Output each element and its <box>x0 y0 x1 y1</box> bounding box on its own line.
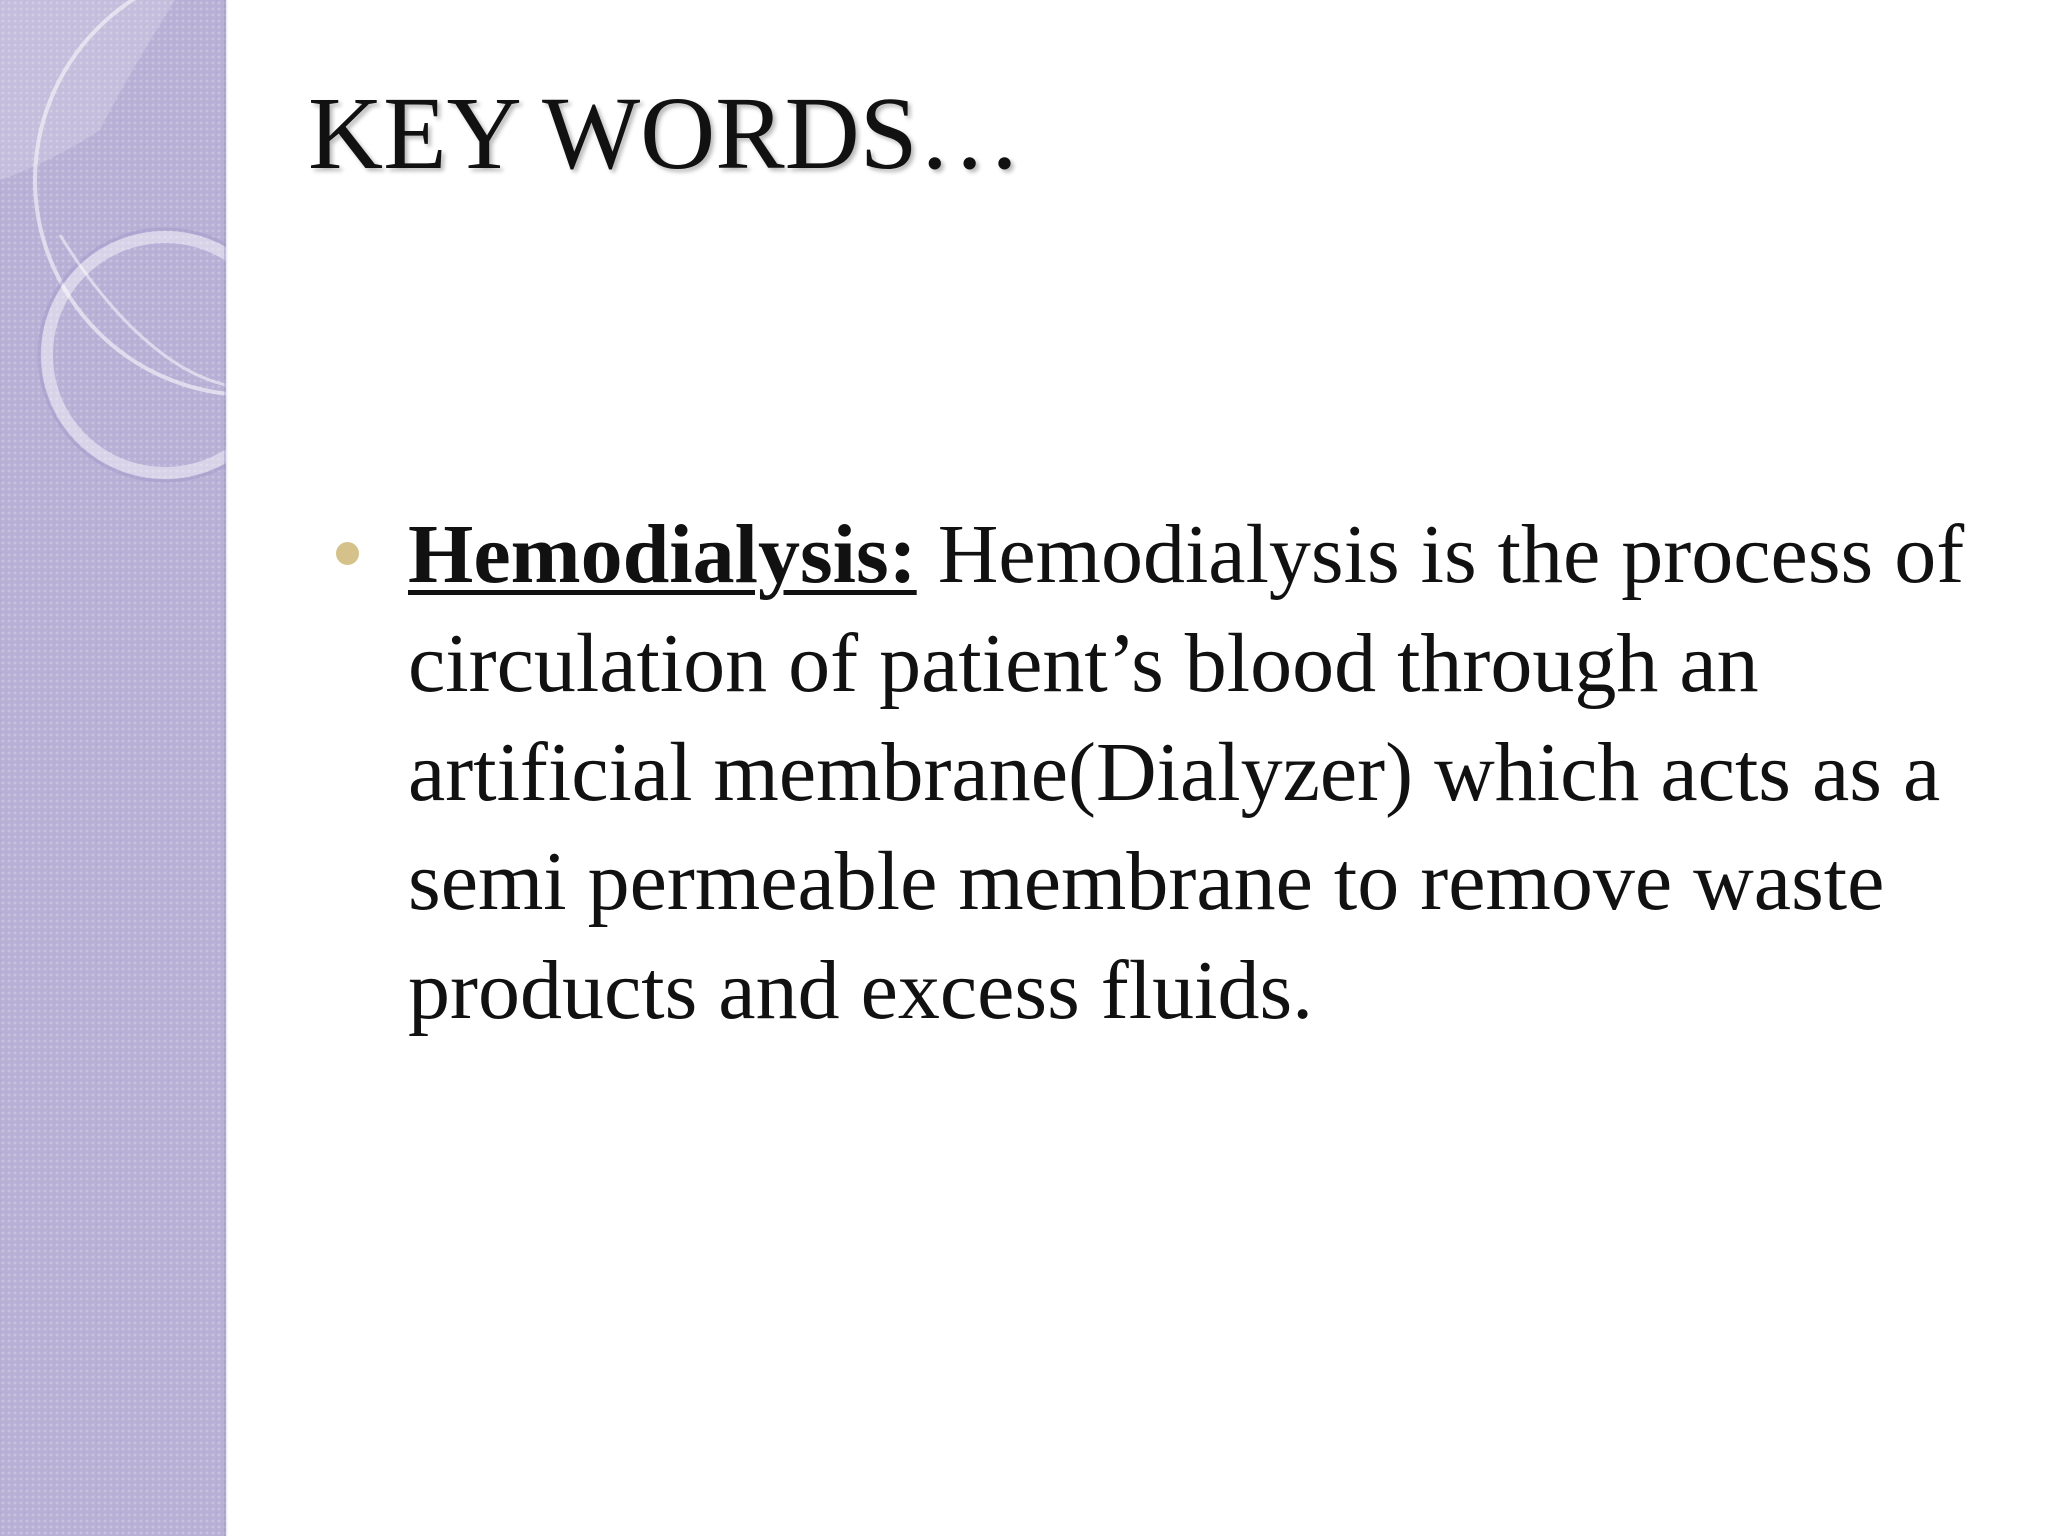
bullet-list <box>336 500 1996 1045</box>
side-panel-edge <box>224 0 228 1536</box>
medium-decor-ring <box>47 237 226 473</box>
bullet-icon <box>336 542 359 565</box>
decor-highlight <box>0 0 175 180</box>
bullet-term: Hemodialysis: <box>408 508 917 601</box>
side-panel <box>0 0 226 1536</box>
bullet-definition: Hemodialysis is the process of circulation of patient’s blood through an artificial membrane(Dialyzer) which acts as a semi permeable membrane to remove waste products and excess fluids. <box>408 508 1965 1037</box>
bullet-item <box>336 500 1996 1045</box>
decorative-circles <box>0 0 226 520</box>
slide-title: KEY WORDS… <box>308 76 1022 191</box>
